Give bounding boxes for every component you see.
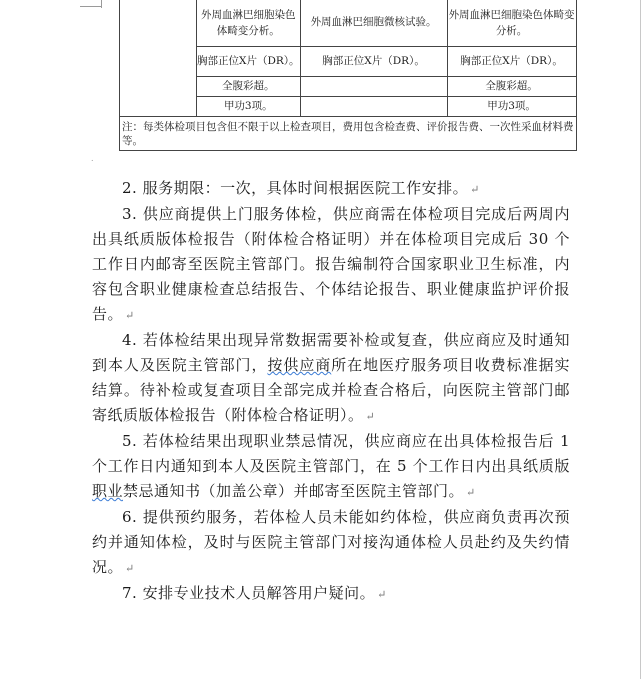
paragraph: 4. 若体检结果出现异常数据需要补检或复查，供应商应及时通知到本人及医院主管部门，按供应商所在地医疗服务项目收费标准据实结算。待补检或复查项目全部完成并检查合格后，向医院主管部门邮寄纸质版体检报告（附体检合格证明）。 ↵ [92,331,570,424]
paragraph: 7. 安排专业技术人员解答用户疑问。 ↵ [122,584,387,602]
exam-items-table [119,0,577,151]
table-cell [300,76,447,96]
paragraph-mark-icon: ↵ [125,309,135,322]
paragraph-mark-icon: ↵ [365,410,376,423]
table-label-cell [120,0,197,116]
table-cell: 外周血淋巴细胞染色体畸变分析。 [197,0,301,46]
crop-mark-vertical [101,0,102,8]
crop-mark-horizontal [80,6,102,7]
paragraph: 2. 服务期限：一次，具体时间根据医院工作安排。 ↵ [122,179,480,197]
paragraph-mark-icon: ↵ [377,588,387,601]
grammar-flagged-text: 按供应商 [267,356,332,374]
table-cell: 外周血淋巴细胞染色体畸变分析。 [447,0,576,46]
paragraph-mark-icon: ↵ [470,183,480,196]
table-cell [300,96,447,116]
table-cell: 胸部正位X片（DR）。 [447,46,576,76]
table-cell: 全腹彩超。 [447,76,576,96]
table-cell: 甲功3项。 [447,96,576,116]
document-body [92,176,570,607]
paragraph-anchor-mark: ˙ [90,160,95,170]
table-row [120,0,577,46]
table-cell: 胸部正位X片（DR）。 [300,46,447,76]
table-cell: 外周血淋巴细胞微核试验。 [300,0,447,46]
paragraph-mark-icon: ↵ [125,562,135,575]
paragraph-mark-icon: ↵ [466,486,476,499]
table-cell: 胸部正位X片（DR）。 [197,46,301,76]
table-cell: 甲功3项。 [197,96,301,116]
paragraph: 5. 若体检结果出现职业禁忌情况，供应商应在出具体检报告后 1 个工作日内通知到本人及医院主管部门，在 5 个工作日内出具纸质版职业禁忌通知书（加盖公章）并邮寄至医院主管部门。 ↵ [92,432,570,500]
table-note: 注：每类体检项目包含但不限于以上检查项目，费用包含检查费、评价报告费、一次性采血材料费等。 [120,116,577,150]
table-row [120,116,577,150]
grammar-flagged-text: 职业 [92,482,124,500]
table-cell: 全腹彩超。 [197,76,301,96]
paragraph: 6. 提供预约服务，若体检人员未能如约体检，供应商负责再次预约并通知体检，及时与医院主管部门对接沟通体检人员赴约及失约情况。 ↵ [92,508,570,576]
paragraph: 3. 供应商提供上门服务体检，供应商需在体检项目完成后两周内出具纸质版体检报告（附体检合格证明）并在体检项目完成后 30 个工作日内邮寄至医院主管部门。报告编制符合国家职业卫生标准，内容包含职业健康检查总结报告、个体结论报告、职业健康监护评价报告。 ↵ [92,205,570,323]
